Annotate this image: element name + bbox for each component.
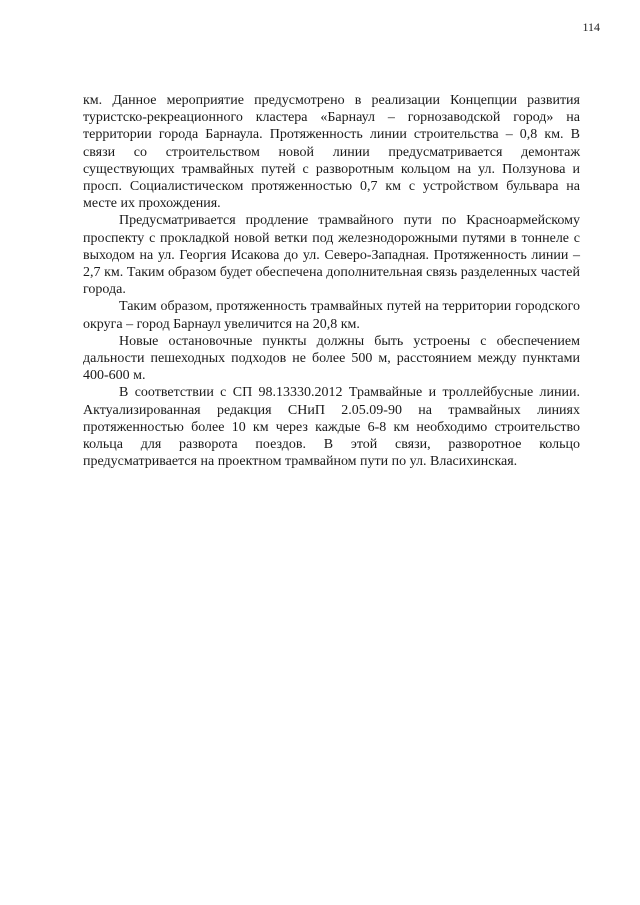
page-number: 114	[582, 20, 600, 34]
body-text	[83, 92, 580, 470]
paragraph-turnaround-ring: В соответствии с СП 98.13330.2012 Трамвайные и троллейбусные линии. Актуализированная редакция СНиП 2.05.09-90 на трамвайных линиях протяженностью более 10 км через каждые 6-8 км необходимо строительство кольца для разворота поездов. В этой связи, разворотное кольцо предусматривается на проектном трамвайном пути по ул. Власихинская.	[83, 385, 580, 470]
paragraph-total-length: Таким образом, протяженность трамвайных путей на территории городского округа – город Барнаул увеличится на 20,8 км.	[83, 299, 580, 332]
paragraph-stops: Новые остановочные пункты должны быть устроены с обеспечением дальности пешеходных подходов не более 500 м, расстоянием между пунктами 400-600 м.	[83, 333, 580, 384]
paragraph-tram-extension: Предусматривается продление трамвайного пути по Красноармейскому проспекту с прокладкой новой ветки под железнодорожными путями в тоннеле с выходом на ул. Георгия Исакова до ул. Северо-Западная. Протяженность линии – 2,7 км. Таким образом будет обеспечена дополнительная связь разделенных частей города.	[83, 213, 580, 298]
paragraph-continuation: км. Данное мероприятие предусмотрено в реализации Концепции развития туристско-рекреационного кластера «Барнаул – горнозаводской город» на территории города Барнаула. Протяженность линии строительства – 0,8 км. В связи со строительством новой линии предусматривается демонтаж существующих трамвайных путей с разворотным кольцом на ул. Ползунова и просп. Социалистическом протяженностью 0,7 км с устройством бульвара на месте их прохождения.	[83, 93, 580, 212]
